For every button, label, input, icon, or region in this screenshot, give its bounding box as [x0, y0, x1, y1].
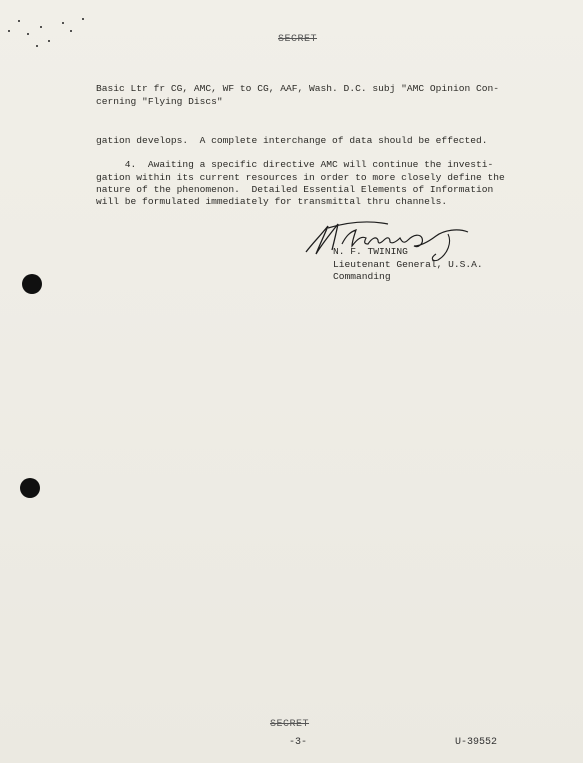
ink-speck: [18, 20, 20, 22]
signer-title: Lieutenant General, U.S.A.: [333, 259, 483, 270]
body-paragraph-2-line-2: gation within its current resources in order to more closely define the: [96, 172, 505, 183]
page-number: -3-: [289, 737, 308, 748]
ink-speck: [36, 45, 38, 47]
ink-speck: [70, 30, 72, 32]
ink-speck: [40, 26, 42, 28]
ink-speck: [62, 22, 64, 24]
ink-speck: [8, 30, 10, 32]
signer-role: Commanding: [333, 271, 391, 282]
subject-line-2: cerning "Flying Discs": [96, 96, 223, 107]
punch-hole: [20, 478, 40, 498]
top-classification: SECRET: [278, 34, 318, 45]
bottom-classification: SECRET: [270, 719, 310, 730]
document-id: U-39552: [455, 737, 498, 748]
body-paragraph-2-line-3: nature of the phenomenon. Detailed Essential Elements of Information: [96, 184, 494, 195]
subject-line-1: Basic Ltr fr CG, AMC, WF to CG, AAF, Wash. D.C. subj "AMC Opinion Con-: [96, 83, 500, 94]
punch-hole: [22, 274, 42, 294]
body-paragraph-1: gation develops. A complete interchange of data should be effected.: [96, 135, 488, 146]
ink-speck: [27, 33, 29, 35]
ink-speck: [82, 18, 84, 20]
body-paragraph-2-line-1: 4. Awaiting a specific directive AMC will continue the investi-: [96, 159, 494, 170]
signer-name: N. F. TWINING: [333, 246, 408, 257]
body-paragraph-2-line-4: will be formulated immediately for transmittal thru channels.: [96, 196, 448, 207]
ink-speck: [48, 40, 50, 42]
